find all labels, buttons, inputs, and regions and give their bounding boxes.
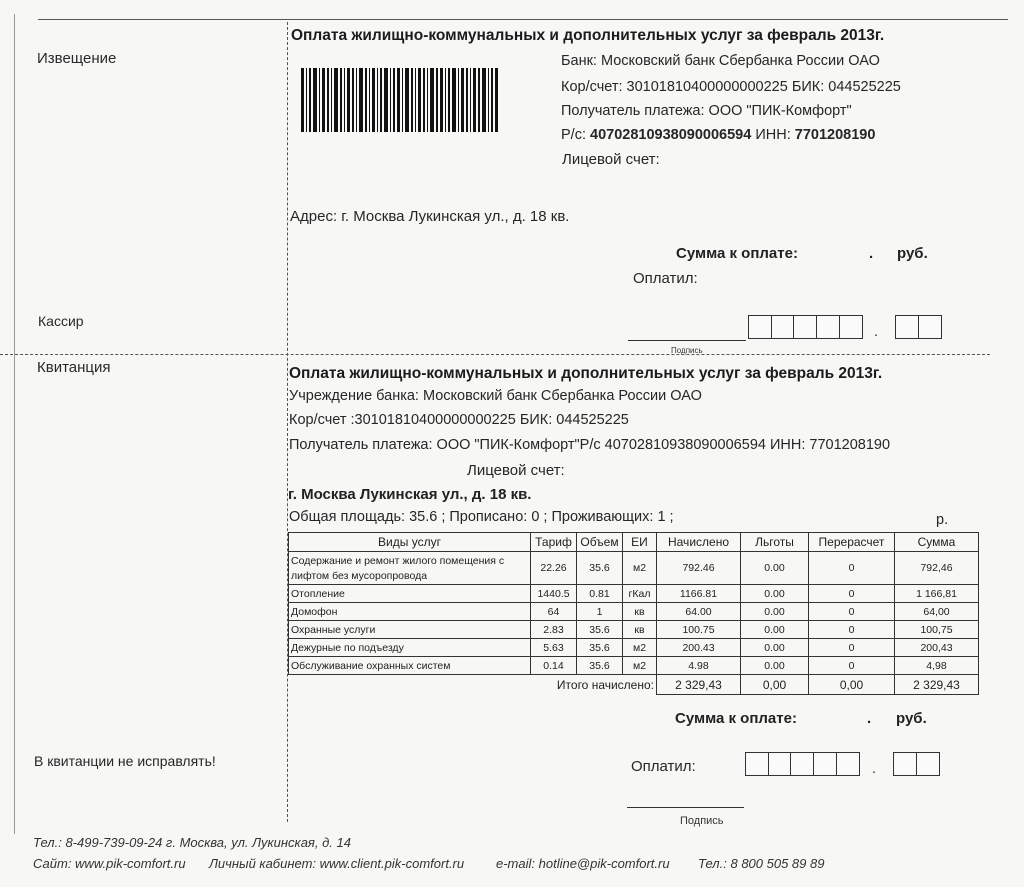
service-name: Домофон: [289, 603, 531, 621]
total-sum: 2 329,43: [895, 675, 979, 695]
service-benefits: 0.00: [741, 657, 809, 675]
vertical-cut-line: [287, 22, 288, 822]
receipt-kop-boxes[interactable]: [893, 752, 938, 776]
receipt-personal-account: Лицевой счет:: [467, 462, 565, 479]
col-header-sum: Сумма: [895, 533, 979, 552]
col-header-benefits: Льготы: [741, 533, 809, 552]
service-charged: 1166.81: [657, 585, 741, 603]
table-row: [289, 552, 979, 585]
notice-label: Извещение: [37, 50, 117, 67]
receipt-corr-account: Кор/счет :30101810400000000225 БИК: 044525225: [289, 412, 629, 428]
cashier-label: Кассир: [38, 313, 84, 329]
service-tariff: 2.83: [531, 621, 577, 639]
notice-amount-dot: .: [869, 245, 874, 262]
receipt-signature-line: [627, 807, 744, 808]
footer-email[interactable]: e-mail: hotline@pik-comfort.ru: [496, 856, 670, 871]
notice-address: Адрес: г. Москва Лукинская ул., д. 18 кв.: [290, 208, 570, 225]
notice-account-prefix: Р/с:: [561, 127, 591, 143]
service-benefits: 0.00: [741, 621, 809, 639]
notice-personal-account: Лицевой счет:: [562, 151, 660, 168]
total-label: Итого начислено:: [289, 675, 657, 695]
service-sum: 792,46: [895, 552, 979, 585]
service-benefits: 0.00: [741, 603, 809, 621]
service-unit: м2: [623, 639, 657, 657]
col-header-volume: Объем: [577, 533, 623, 552]
service-tariff: 0.14: [531, 657, 577, 675]
footer-cabinet[interactable]: Личный кабинет: www.client.pik-comfort.ru: [209, 856, 465, 871]
notice-kop-boxes[interactable]: [895, 315, 940, 339]
receipt-rub-boxes[interactable]: [745, 752, 859, 776]
notice-bank: Банк: Московский банк Сбербанка России ОАО: [561, 53, 880, 69]
service-name: Отопление: [289, 585, 531, 603]
notice-account-line: [561, 127, 875, 143]
service-unit: гКал: [623, 585, 657, 603]
service-recalc: 0: [809, 552, 895, 585]
barcode: [301, 68, 523, 132]
receipt-signature-label: Подпись: [680, 815, 724, 827]
receipt-area-info: Общая площадь: 35.6 ; Прописано: 0 ; Проживающих: 1 ;: [289, 509, 674, 525]
service-sum: 64,00: [895, 603, 979, 621]
service-name: Дежурные по подъезду: [289, 639, 531, 657]
receipt-recipient: Получатель платежа: ООО "ПИК-Комфорт"Р/с 40702810938090006594 ИНН: 7701208190: [289, 437, 891, 453]
table-header-row: [289, 533, 979, 552]
receipt-amount-currency: руб.: [896, 710, 927, 727]
notice-amount-currency: руб.: [897, 245, 928, 262]
notice-inn: 7701208190: [794, 127, 876, 143]
service-charged: 4.98: [657, 657, 741, 675]
notice-signature-line: [628, 340, 746, 341]
col-header-service: Виды услуг: [289, 533, 531, 552]
service-sum: 4,98: [895, 657, 979, 675]
col-header-unit: ЕИ: [623, 533, 657, 552]
table-row: [289, 639, 979, 657]
service-benefits: 0.00: [741, 552, 809, 585]
receipt-address: г. Москва Лукинская ул., д. 18 кв.: [288, 486, 532, 503]
service-volume: 35.6: [577, 639, 623, 657]
col-header-tariff: Тариф: [531, 533, 577, 552]
service-recalc: 0: [809, 639, 895, 657]
table-total-row: [289, 675, 979, 695]
notice-paid-label: Оплатил:: [633, 270, 698, 287]
service-tariff: 22.26: [531, 552, 577, 585]
horizontal-cut-line: [0, 354, 990, 355]
notice-amount-label: Сумма к оплате:: [676, 245, 798, 262]
service-name: Охранные услуги: [289, 621, 531, 639]
service-volume: 35.6: [577, 621, 623, 639]
service-name: Содержание и ремонт жилого помещения с лифтом без мусоропровода: [289, 552, 531, 585]
receipt-paid-label: Оплатил:: [631, 758, 696, 775]
service-recalc: 0: [809, 621, 895, 639]
service-name: Обслуживание охранных систем: [289, 657, 531, 675]
service-tariff: 1440.5: [531, 585, 577, 603]
notice-account-number: 40702810938090006594: [590, 127, 752, 143]
service-volume: 35.6: [577, 552, 623, 585]
col-header-recalc: Перерасчет: [809, 533, 895, 552]
do-not-correct-note: В квитанции не исправлять!: [34, 753, 216, 769]
receipt-boxes-dot: .: [872, 760, 876, 776]
service-volume: 1: [577, 603, 623, 621]
service-benefits: 0.00: [741, 639, 809, 657]
notice-title: Оплата жилищно-коммунальных и дополнительных услуг за февраль 2013г.: [291, 27, 885, 44]
receipt-amount-label: Сумма к оплате:: [675, 710, 797, 727]
service-unit: м2: [623, 552, 657, 585]
table-row: [289, 621, 979, 639]
service-recalc: 0: [809, 603, 895, 621]
total-benefits: 0,00: [741, 675, 809, 695]
service-unit: м2: [623, 657, 657, 675]
table-row: [289, 657, 979, 675]
service-unit: кв: [623, 603, 657, 621]
service-sum: 200,43: [895, 639, 979, 657]
notice-inn-prefix: ИНН:: [751, 127, 795, 143]
service-charged: 100.75: [657, 621, 741, 639]
receipt-title: Оплата жилищно-коммунальных и дополнительных услуг за февраль 2013г.: [289, 365, 883, 382]
notice-recipient: Получатель платежа: ООО "ПИК-Комфорт": [561, 103, 852, 119]
service-unit: кв: [623, 621, 657, 639]
service-sum: 1 166,81: [895, 585, 979, 603]
service-benefits: 0.00: [741, 585, 809, 603]
receipt-area-suffix: р.: [936, 512, 949, 528]
service-charged: 64.00: [657, 603, 741, 621]
service-tariff: 64: [531, 603, 577, 621]
service-recalc: 0: [809, 657, 895, 675]
notice-rub-boxes[interactable]: [748, 315, 862, 339]
notice-boxes-dot: .: [874, 323, 878, 339]
receipt-amount-dot: .: [867, 710, 872, 727]
service-sum: 100,75: [895, 621, 979, 639]
footer-site[interactable]: Сайт: www.pik-comfort.ru: [33, 856, 186, 871]
service-recalc: 0: [809, 585, 895, 603]
receipt-label: Квитанция: [37, 359, 111, 376]
footer-phone-address: Тел.: 8-499-739-09-24 г. Москва, ул. Лукинская, д. 14: [33, 835, 351, 850]
service-charged: 792.46: [657, 552, 741, 585]
table-row: [289, 603, 979, 621]
notice-signature-label: Подпись: [671, 346, 703, 355]
service-volume: 35.6: [577, 657, 623, 675]
page-left-edge: [14, 14, 15, 834]
receipt-bank: Учреждение банка: Московский банк Сбербанка России ОАО: [289, 388, 702, 404]
service-charged: 200.43: [657, 639, 741, 657]
notice-corr-account: Кор/счет: 30101810400000000225 БИК: 044525225: [561, 79, 901, 95]
col-header-charged: Начислено: [657, 533, 741, 552]
footer-phone2: Тел.: 8 800 505 89 89: [698, 856, 825, 871]
total-recalc: 0,00: [809, 675, 895, 695]
service-volume: 0.81: [577, 585, 623, 603]
services-table: [288, 532, 979, 695]
service-tariff: 5.63: [531, 639, 577, 657]
total-charged: 2 329,43: [657, 675, 741, 695]
table-row: [289, 585, 979, 603]
top-border-line: [38, 19, 1008, 20]
